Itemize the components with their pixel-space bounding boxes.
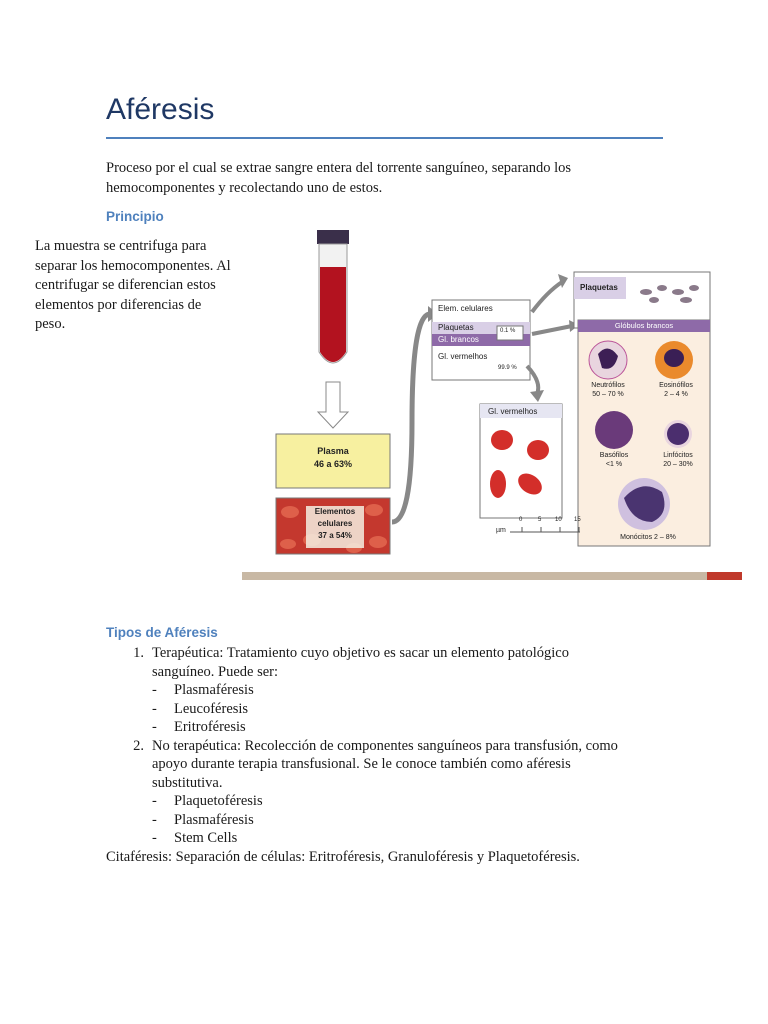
plasma-label: Plasma <box>317 446 349 456</box>
plaquetas-box-title: Plaquetas <box>580 283 618 292</box>
plasma-pct: 46 a 63% <box>313 459 353 469</box>
scale-tick: 15 <box>574 517 581 523</box>
gl-vermelhos-row: Gl. vermelhos <box>438 352 488 361</box>
tipos-heading: Tipos de Aféresis <box>106 625 218 640</box>
sub-item: - Leucoféresis <box>152 700 249 717</box>
neutrofilos-pct: 50 – 70 % <box>592 391 624 398</box>
sub-item: - Eritroféresis <box>152 719 246 735</box>
gl-vermelhos-box <box>480 404 562 518</box>
tipos-list <box>106 644 706 866</box>
tube-blood <box>320 267 346 362</box>
scale-tick: 10 <box>555 517 562 523</box>
scale-tick: 0 <box>519 517 523 523</box>
page-title: Aféresis <box>106 93 215 126</box>
plaquetas-row: Plaquetas <box>438 323 474 332</box>
apheresis-figure <box>242 222 742 582</box>
elem-box-title: Elem. celulares <box>438 304 493 313</box>
title-underline <box>106 137 663 139</box>
eosinofilos-label: Eosinófilos <box>659 382 693 389</box>
linfocitos-label: Linfócitos <box>663 452 693 459</box>
sub-item: - Plasmaféresis <box>152 811 254 828</box>
elementos-label-2: celulares <box>317 519 353 528</box>
monocitos-label: Monócitos 2 – 8% <box>620 534 676 541</box>
basofilos-label: Basófilos <box>599 452 629 459</box>
intro-paragraph: Proceso por el cual se extrae sangre entera del torrente sanguíneo, separando los hemocomponentes y recolectando uno de estos. <box>106 160 572 196</box>
gl-vermelhos-box-title: Gl. vermelhos <box>488 407 538 416</box>
list-number: 2. <box>133 737 144 754</box>
elementos-label-1: Elementos <box>314 507 356 516</box>
principio-text: La muestra se centrifuga para separar los hemocomponentes. Al centrifugar se diferencian estos elementos por diferencias de peso. <box>35 238 231 332</box>
sub-item: - Plaquetoféresis <box>152 793 263 809</box>
citaferesis-line: Citaféresis: Separación de células: Eritroféresis, Granuloféresis y Plaquetoféresis. <box>106 848 580 865</box>
scale-tick: 5 <box>538 517 542 523</box>
sub-item: - Plasmaféresis <box>152 682 254 698</box>
list-text: No terapéutica: Recolección de componentes sanguíneos para transfusión, como apoyo durante terapia transfusional. Se le conoce también como aféresis substitutiva. <box>152 737 618 791</box>
eosinofilos-pct: 2 – 4 % <box>664 391 688 398</box>
scale-unit: µm <box>496 527 506 534</box>
principio-heading: Principio <box>106 209 164 224</box>
tube-cap <box>317 230 349 244</box>
gl-brancos-row: Gl. brancos <box>438 335 479 344</box>
list-number: 1. <box>133 645 144 661</box>
list-item <box>106 644 706 681</box>
neutrofilos-label: Neutrófilos <box>591 382 625 389</box>
gl-vermelhos-pct: 99.9 % <box>498 365 517 371</box>
elementos-pct: 37 a 54% <box>318 531 352 540</box>
sub-item: - Stem Cells <box>152 830 238 846</box>
figure-drawing <box>242 222 742 582</box>
plaquetas-pct: 0.1 % <box>500 328 516 334</box>
list-text: Terapéutica: Tratamiento cuyo objetivo es sacar un elemento patológico sanguíneo. Puede ser: <box>152 645 569 680</box>
basofilos-pct: <1 % <box>605 461 623 468</box>
curved-arrow <box>392 314 430 522</box>
globulos-brancos-title: Glóbulos brancos <box>614 321 674 330</box>
down-arrow <box>318 382 348 428</box>
linfocitos-pct: 20 – 30% <box>663 461 693 468</box>
list-item <box>106 737 706 793</box>
